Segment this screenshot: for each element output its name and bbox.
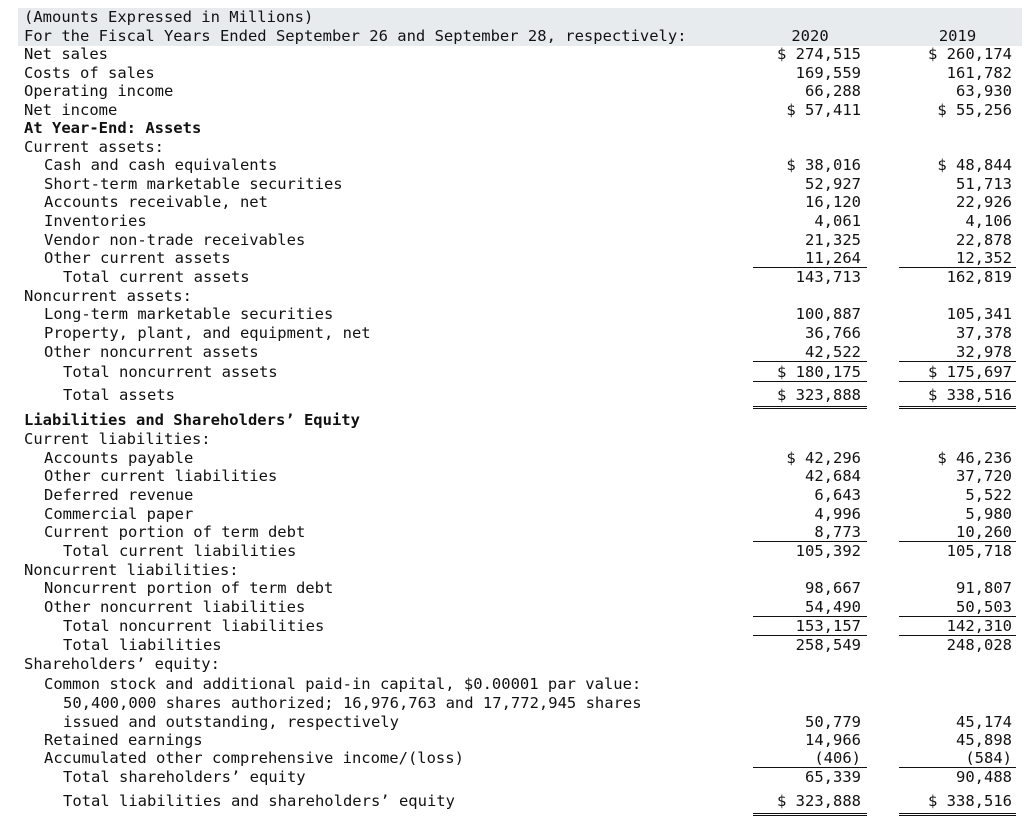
subsection-heading-row bbox=[18, 561, 1022, 580]
value-2019: $ 260,174 bbox=[928, 45, 1012, 63]
table-row bbox=[18, 749, 1022, 768]
value-2019: 91,807 bbox=[956, 579, 1012, 597]
value-2020: 105,392 bbox=[795, 542, 861, 560]
row-label: Other current assets bbox=[44, 249, 231, 267]
value-2019: 10,260 bbox=[899, 523, 1016, 542]
subtotal-row bbox=[18, 617, 1022, 636]
row-label: Total liabilities and shareholders’ equity bbox=[63, 792, 455, 810]
table-row bbox=[18, 193, 1022, 212]
row-label: Net income bbox=[24, 101, 118, 119]
value-2019: 22,926 bbox=[956, 193, 1012, 211]
value-2019: $ 338,516 bbox=[899, 386, 1016, 409]
value-2019: 32,978 bbox=[899, 343, 1016, 362]
table-row bbox=[18, 598, 1022, 617]
subtotal-row bbox=[18, 268, 1022, 287]
value-2020: 54,490 bbox=[753, 598, 867, 617]
value-2020: 42,684 bbox=[805, 467, 861, 485]
value-2020: 4,061 bbox=[814, 212, 861, 230]
row-label: Other current liabilities bbox=[44, 467, 278, 485]
table-row bbox=[18, 449, 1022, 468]
value-2020: $ 38,016 bbox=[786, 156, 861, 174]
value-2020: 153,157 bbox=[753, 617, 867, 636]
value-2020: 4,996 bbox=[814, 505, 861, 523]
row-label: Current portion of term debt bbox=[44, 523, 306, 541]
table-row bbox=[18, 486, 1022, 505]
table-row bbox=[18, 156, 1022, 175]
table-row bbox=[18, 713, 1022, 732]
value-2019: 162,819 bbox=[946, 268, 1012, 286]
row-label: Property, plant, and equipment, net bbox=[44, 324, 371, 342]
liabilities-heading: Liabilities and Shareholders’ Equity bbox=[24, 411, 360, 429]
value-2019: 51,713 bbox=[956, 175, 1012, 193]
value-2020: 258,549 bbox=[795, 636, 861, 654]
table-row bbox=[18, 212, 1022, 231]
table-row bbox=[18, 467, 1022, 486]
current-liabilities-heading: Current liabilities: bbox=[24, 430, 211, 448]
value-2019: $ 338,516 bbox=[899, 792, 1016, 816]
table-row bbox=[18, 343, 1022, 362]
section-heading-row bbox=[18, 411, 1022, 430]
row-label: Accumulated other comprehensive income/(loss) bbox=[44, 749, 464, 767]
table-row bbox=[18, 731, 1022, 750]
row-label: Inventories bbox=[44, 212, 147, 230]
value-2019: 45,898 bbox=[956, 731, 1012, 749]
table-row bbox=[18, 231, 1022, 250]
value-2020: $ 42,296 bbox=[786, 449, 861, 467]
subtotal-row bbox=[18, 768, 1022, 787]
value-2020: 100,887 bbox=[795, 305, 861, 323]
row-label: Total liabilities bbox=[63, 636, 222, 654]
value-2019: (584) bbox=[899, 749, 1016, 768]
value-2020: 6,643 bbox=[814, 486, 861, 504]
value-2019: 12,352 bbox=[899, 249, 1016, 268]
value-2020: 14,966 bbox=[805, 731, 861, 749]
row-label: Accounts receivable, net bbox=[44, 193, 268, 211]
amounts-note-row bbox=[18, 8, 1022, 27]
value-2020: $ 323,888 bbox=[753, 386, 867, 409]
row-label: Total noncurrent assets bbox=[63, 363, 278, 381]
row-label: Net sales bbox=[24, 45, 108, 63]
shareholders-equity-heading: Shareholders’ equity: bbox=[24, 655, 220, 673]
value-2020: $ 274,515 bbox=[777, 45, 861, 63]
value-2019: 142,310 bbox=[899, 617, 1016, 636]
table-row bbox=[18, 305, 1022, 324]
value-2019: 50,503 bbox=[899, 598, 1016, 617]
value-2019: 248,028 bbox=[946, 636, 1012, 654]
value-2019: 5,980 bbox=[965, 505, 1012, 523]
value-2019: 22,878 bbox=[956, 231, 1012, 249]
table-row bbox=[18, 694, 1022, 713]
row-label: Total noncurrent liabilities bbox=[63, 617, 325, 635]
value-2019: 37,720 bbox=[956, 467, 1012, 485]
row-label: Total assets bbox=[63, 386, 175, 404]
row-label: Long-term marketable securities bbox=[44, 305, 334, 323]
subsection-heading-row bbox=[18, 138, 1022, 157]
table-row bbox=[18, 675, 1022, 694]
period-header-row bbox=[18, 27, 1022, 46]
grand-total-row bbox=[18, 792, 1022, 811]
table-row bbox=[18, 101, 1022, 120]
value-2020: 50,779 bbox=[805, 713, 861, 731]
subtotal-row bbox=[18, 363, 1022, 382]
assets-heading: At Year-End: Assets bbox=[24, 119, 202, 137]
table-row bbox=[18, 64, 1022, 83]
value-2019: 5,522 bbox=[965, 486, 1012, 504]
value-2020: 11,264 bbox=[753, 249, 867, 268]
total-row bbox=[18, 636, 1022, 655]
row-label: Other noncurrent assets bbox=[44, 343, 259, 361]
value-2019: 105,718 bbox=[946, 542, 1012, 560]
table-row bbox=[18, 45, 1022, 64]
subtotal-row bbox=[18, 542, 1022, 561]
value-2020: 36,766 bbox=[805, 324, 861, 342]
row-label: Total current assets bbox=[63, 268, 250, 286]
value-2020: 8,773 bbox=[753, 523, 867, 542]
value-2019: 90,488 bbox=[956, 768, 1012, 786]
common-stock-label-line2: 50,400,000 shares authorized; 16,976,763 and 17,772,945 shares bbox=[63, 694, 642, 712]
value-2020: 42,522 bbox=[753, 343, 867, 362]
row-label: Vendor non-trade receivables bbox=[44, 231, 306, 249]
table-row bbox=[18, 249, 1022, 268]
row-label: Retained earnings bbox=[44, 731, 203, 749]
value-2019: 105,341 bbox=[946, 305, 1012, 323]
value-2020: $ 180,175 bbox=[753, 363, 867, 382]
common-stock-label-line3: issued and outstanding, respectively bbox=[63, 713, 399, 731]
row-label: Costs of sales bbox=[24, 64, 155, 82]
row-label: Operating income bbox=[24, 82, 174, 100]
noncurrent-liabilities-heading: Noncurrent liabilities: bbox=[24, 561, 239, 579]
section-heading-row bbox=[18, 119, 1022, 138]
row-label: Accounts payable bbox=[44, 449, 194, 467]
subsection-heading-row bbox=[18, 430, 1022, 449]
table-row bbox=[18, 175, 1022, 194]
value-2019: $ 46,236 bbox=[937, 449, 1012, 467]
value-2019: $ 175,697 bbox=[899, 363, 1016, 382]
value-2020: 52,927 bbox=[805, 175, 861, 193]
value-2019: 63,930 bbox=[956, 82, 1012, 100]
subsection-heading-row bbox=[18, 655, 1022, 674]
row-label: Noncurrent portion of term debt bbox=[44, 579, 334, 597]
row-label: Cash and cash equivalents bbox=[44, 156, 278, 174]
total-row bbox=[18, 386, 1022, 405]
value-2019: 4,106 bbox=[965, 212, 1012, 230]
value-2020: (406) bbox=[753, 749, 867, 768]
value-2019: 37,378 bbox=[956, 324, 1012, 342]
year-2020-header: 2020 bbox=[791, 27, 829, 45]
value-2020: 65,339 bbox=[805, 768, 861, 786]
noncurrent-assets-heading: Noncurrent assets: bbox=[24, 287, 192, 305]
row-label: Total current liabilities bbox=[63, 542, 297, 560]
value-2020: $ 57,411 bbox=[786, 101, 861, 119]
value-2020: 66,288 bbox=[805, 82, 861, 100]
row-label: Short-term marketable securities bbox=[44, 175, 343, 193]
subsection-heading-row bbox=[18, 287, 1022, 306]
row-label: Deferred revenue bbox=[44, 486, 194, 504]
common-stock-label-line1: Common stock and additional paid-in capital, $0.00001 par value: bbox=[44, 675, 642, 693]
value-2019: 161,782 bbox=[946, 64, 1012, 82]
table-row bbox=[18, 324, 1022, 343]
value-2020: 98,667 bbox=[805, 579, 861, 597]
table-row bbox=[18, 82, 1022, 101]
table-row bbox=[18, 505, 1022, 524]
current-assets-heading: Current assets: bbox=[24, 138, 164, 156]
year-2019-header: 2019 bbox=[938, 27, 977, 45]
value-2020: 16,120 bbox=[805, 193, 861, 211]
value-2020: 21,325 bbox=[805, 231, 861, 249]
value-2019: 45,174 bbox=[956, 713, 1012, 731]
table-row bbox=[18, 579, 1022, 598]
period-label: For the Fiscal Years Ended September 26 and September 28, respectively: bbox=[24, 27, 687, 45]
value-2019: $ 48,844 bbox=[937, 156, 1012, 174]
value-2020: $ 323,888 bbox=[753, 792, 867, 816]
row-label: Commercial paper bbox=[44, 505, 194, 523]
value-2020: 143,713 bbox=[795, 268, 861, 286]
amounts-note: (Amounts Expressed in Millions) bbox=[24, 8, 314, 26]
row-label: Total shareholders’ equity bbox=[63, 768, 306, 786]
value-2019: $ 55,256 bbox=[937, 101, 1012, 119]
table-row bbox=[18, 523, 1022, 542]
row-label: Other noncurrent liabilities bbox=[44, 598, 306, 616]
value-2020: 169,559 bbox=[795, 64, 861, 82]
